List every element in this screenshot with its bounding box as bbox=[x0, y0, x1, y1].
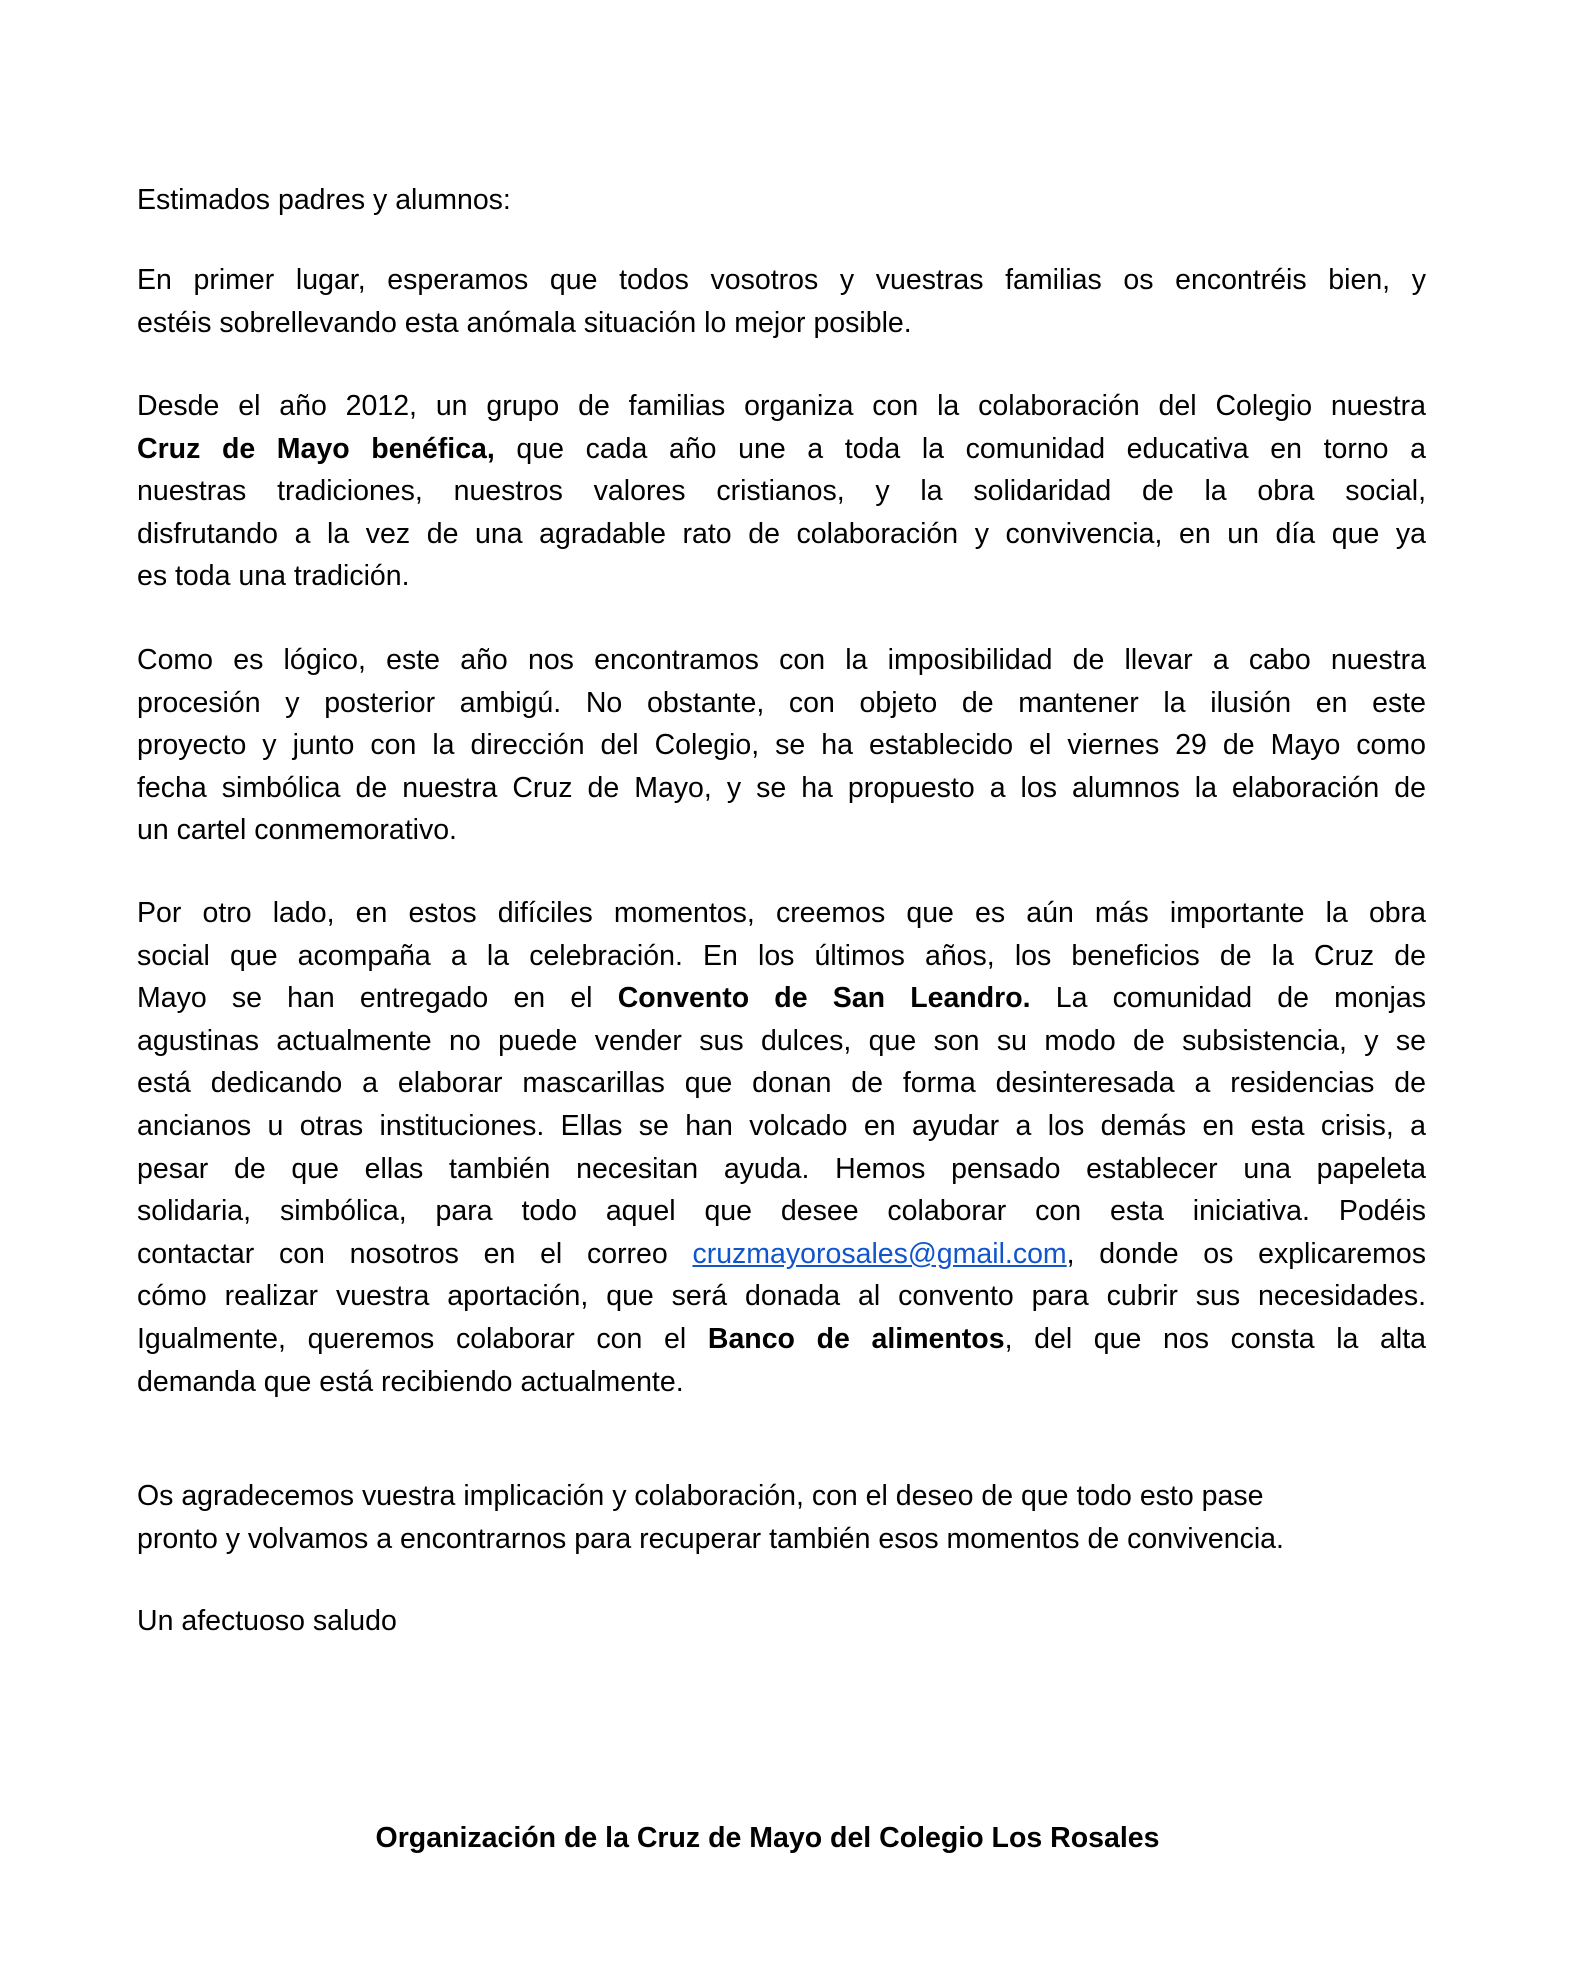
text: proyecto y junto con la dirección del Colegio, se ha establecido el viernes 29 de Mayo como bbox=[137, 729, 1426, 762]
text-line bbox=[137, 809, 1426, 852]
text: pesar de que ellas también necesitan ayuda. Hemos pensado establecer una papeleta bbox=[137, 1152, 1426, 1185]
text-line bbox=[137, 1318, 1426, 1361]
text: que cada año une a toda la comunidad educativa en torno a bbox=[494, 432, 1426, 465]
text-line bbox=[137, 385, 1426, 428]
text-line bbox=[137, 470, 1426, 513]
text: estéis sobrellevando esta anómala situación lo mejor posible. bbox=[137, 306, 912, 339]
text: solidaria, simbólica, para todo aquel que desee colaborar con esta iniciativa. Podéis bbox=[137, 1195, 1426, 1228]
text-line bbox=[137, 513, 1426, 556]
text-line bbox=[137, 1475, 1426, 1518]
text: Estimados padres y alumnos: bbox=[137, 184, 511, 216]
text: agustinas actualmente no puede vender sus dulces, que son su modo de subsistencia, y se bbox=[137, 1024, 1426, 1057]
text: Un afectuoso saludo bbox=[137, 1605, 397, 1637]
text-line bbox=[137, 259, 1426, 302]
text: ancianos u otras instituciones. Ellas se han volcado en ayudar a los demás en esta crisis, a bbox=[137, 1109, 1426, 1142]
text: está dedicando a elaborar mascarillas que donan de forma desinteresada a residencias de bbox=[137, 1067, 1426, 1100]
text: Por otro lado, en estos difíciles momentos, creemos que es aún más importante la obra bbox=[137, 897, 1426, 929]
this-year-paragraph bbox=[137, 639, 1426, 852]
text-line bbox=[137, 1105, 1426, 1148]
text: procesión y posterior ambigú. No obstante, con objeto de mantener la ilusión en este bbox=[137, 686, 1426, 719]
bold-text: Convento de San Leandro. bbox=[617, 982, 1031, 1015]
text: es toda una tradición. bbox=[137, 560, 410, 593]
text-line bbox=[137, 977, 1426, 1020]
text: La comunidad de monjas bbox=[1030, 982, 1426, 1015]
text: demanda que está recibiendo actualmente. bbox=[137, 1365, 684, 1398]
text-line bbox=[137, 682, 1426, 725]
text-line bbox=[137, 302, 1426, 345]
text: disfrutando a la vez de una agradable rato de colaboración y convivencia, en un día que ya bbox=[137, 517, 1426, 550]
text: social que acompaña a la celebración. En los últimos años, los beneficios de la Cruz de bbox=[137, 939, 1426, 972]
signature: Organización de la Cruz de Mayo del Colegio Los Rosales bbox=[375, 1822, 1160, 1854]
text-line bbox=[137, 892, 1426, 935]
text-line bbox=[137, 724, 1426, 767]
closing bbox=[137, 1600, 1426, 1643]
thanks-paragraph bbox=[137, 1475, 1426, 1560]
intro-paragraph bbox=[137, 259, 1426, 344]
email-link[interactable]: cruzmayorosales@gmail.com bbox=[692, 1237, 1067, 1270]
bold-text: Banco de alimentos bbox=[707, 1322, 1005, 1355]
text-line bbox=[137, 1020, 1426, 1063]
text-line bbox=[137, 1233, 1426, 1276]
text: Desde el año 2012, un grupo de familias organiza con la colaboración del Colegio nuestra bbox=[137, 390, 1426, 422]
text: fecha simbólica de nuestra Cruz de Mayo, y se ha propuesto a los alumnos la elaboración de bbox=[137, 771, 1426, 804]
text-line bbox=[137, 767, 1426, 810]
text: contactar con nosotros en el correo bbox=[137, 1237, 693, 1270]
charity-paragraph bbox=[137, 892, 1426, 1403]
text-line bbox=[137, 639, 1426, 682]
greeting bbox=[137, 179, 1426, 222]
text: cómo realizar vuestra aportación, que será donada al convento para cubrir sus necesidades. bbox=[137, 1280, 1426, 1313]
text: pronto y volvamos a encontrarnos para recuperar también esos momentos de convivencia. bbox=[137, 1522, 1284, 1555]
text: , donde os explicaremos bbox=[1066, 1237, 1426, 1270]
text-line bbox=[137, 1190, 1426, 1233]
text-line bbox=[137, 1600, 1426, 1643]
history-paragraph bbox=[137, 385, 1426, 598]
text: un cartel conmemorativo. bbox=[137, 814, 457, 847]
text: Igualmente, queremos colaborar con el bbox=[137, 1322, 708, 1355]
text-line bbox=[137, 1062, 1426, 1105]
text-line bbox=[137, 1361, 1426, 1404]
text-line bbox=[137, 935, 1426, 978]
text-line bbox=[137, 1518, 1426, 1561]
text-line bbox=[137, 555, 1426, 598]
text-line bbox=[137, 179, 1426, 222]
text: , del que nos consta la alta bbox=[1004, 1322, 1427, 1355]
text: nuestras tradiciones, nuestros valores cristianos, y la solidaridad de la obra social, bbox=[137, 475, 1426, 508]
text: En primer lugar, esperamos que todos vosotros y vuestras familias os encontréis bien, y bbox=[137, 264, 1426, 296]
bold-text: Cruz de Mayo benéfica, bbox=[137, 432, 495, 465]
text-line bbox=[137, 1148, 1426, 1191]
text: Como es lógico, este año nos encontramos con la imposibilidad de llevar a cabo nuestra bbox=[137, 644, 1426, 676]
text-line bbox=[137, 428, 1426, 471]
text: Os agradecemos vuestra implicación y colaboración, con el deseo de que todo esto pase bbox=[137, 1480, 1264, 1512]
text: Mayo se han entregado en el bbox=[137, 982, 618, 1015]
text-line bbox=[137, 1275, 1426, 1318]
